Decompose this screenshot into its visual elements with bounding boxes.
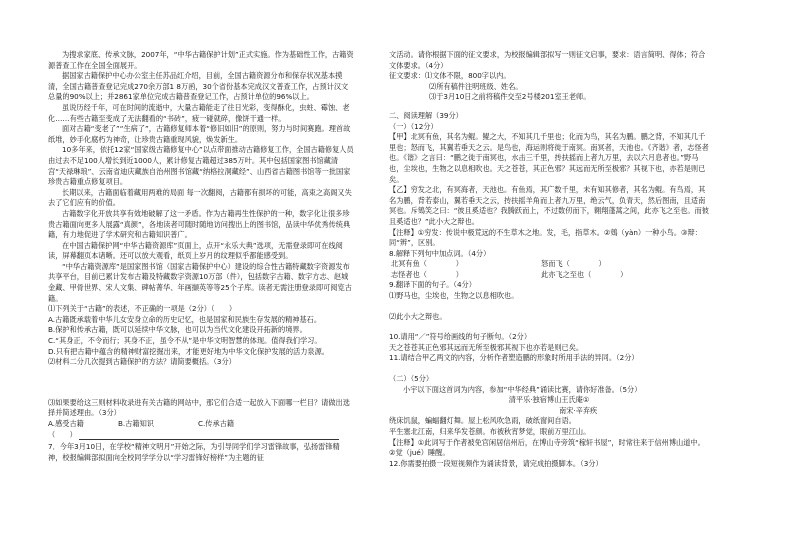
choice-a: A.感受古籍 bbox=[48, 419, 84, 428]
poem-line: 平生塞北江南，归来华发苍颜。布被秋宵梦觉，眼前万里江山。 bbox=[389, 427, 591, 436]
passage-paragraph: 据国家古籍保护中心办公室主任苏品红介绍，目前，全国古籍资源分布和保存状况基本摸清，全国古籍普查登记完成270余万部1 8万函，30个省份基本完成汉文普查工作，占预计汉文总量的90%以上；并2861家单位完成古籍普查登记工作，占预计单位的96%以上。 bbox=[48, 71, 349, 102]
poem-title: 清平乐·独宿博山王氏庵① bbox=[508, 395, 590, 405]
option-b: B.保护和传承古籍，既可以延续中华文脉，也可以为当代文化建设开拓新的境界。 bbox=[48, 325, 307, 335]
choice-c: C.传承古籍 bbox=[198, 419, 235, 428]
answer-paren: （ ） bbox=[48, 429, 77, 439]
option-d: D.只有把古籍中蕴含的精神财富挖掘出来，才能更好地为中华文化保护发展的活力泉源。 bbox=[48, 346, 329, 356]
q8-item: 北冥有鱼（ ） bbox=[391, 259, 463, 269]
q10-sentence: 天之苍苍其正色邪其远而无所至极邪其视下也亦若是则已矣。 bbox=[389, 342, 584, 352]
question-7: 7．今年3月10日，在学校“精神文明月”开始之际，为引导同学们学习雷锋故事，弘扬雷锋精神，校报编辑部拟面向全校同学学分以“学习雷锋好榜样”为主题的征 bbox=[48, 442, 340, 462]
question-2: ⑵材料二分几次提到古籍保护的方法？请简要概括。（3分） bbox=[48, 357, 236, 367]
poem-intro: 小宇以下面这首词为内容，参加“中华经典”诵读比赛，请你好准备。（5分） bbox=[403, 384, 642, 394]
passage-paragraph: 长期以来，古籍面临着藏用两难的局面 每一次翻阅，古籍都有损坏的可能，高束之高阁又失去了它们应有的价值。 bbox=[48, 187, 352, 208]
choice-b: B.古籍知识 bbox=[118, 419, 154, 428]
question-1: ⑴下列关于“古籍”的表述，不正确的一项是（2分）（ ） bbox=[48, 304, 237, 314]
annotation: 【注释】①穷发：传说中极荒远的不生草木之地。发，毛，指草木。②鴳（yàn）一种小鸟。③辩：同“辨”，区别。 bbox=[389, 227, 702, 248]
passage-paragraph: 面对古籍“变老了”“生病了”，古籍修复师本着“修旧如旧”的原则，努力与时间赛跑。理首故纸堆，妙手化腐朽为神奇，让珍贵古籍重现风貌，焕发新生。 bbox=[48, 124, 351, 144]
requirement: 征文要求：⑴文体不限，800字以内。 bbox=[389, 71, 511, 81]
question-8: 8.解释下列句中加点词。（4分） bbox=[389, 248, 491, 258]
passage-paragraph: “中华古籍资源库”是国家图书馆（国家古籍保护中心）建设的综合性古籍特藏数字资源发布共享平台，目前已累计发布古籍及特藏数字资源10万部（件），包括数字古籍、数字方志、赵城金藏、甲骨世界、宋人文集、碑帖菁华、年画撷英等等25个子库。读者无需注册登录即可阅览古籍。 bbox=[48, 261, 352, 303]
subsection-heading: （二）（5分） bbox=[389, 374, 434, 384]
answer-space bbox=[389, 302, 709, 312]
q8-item: 此亦飞之至也（ ） bbox=[541, 269, 628, 279]
answer-space bbox=[389, 322, 709, 332]
choice-row bbox=[48, 419, 354, 430]
passage-paragraph: 在中国古籍保护网“中华古籍资源库”页面上，点开“永乐大典”选项，无需登录即可在线阅读，屏幕翻页本诸晰。还可以放大观看，纸页上岁月的纹理似乎都能感受到。 bbox=[48, 240, 343, 261]
q9-sentence: ⑵此小大之辩也。 bbox=[389, 311, 447, 321]
q9-sentence: ⑴野马也，尘埃也，生物之以息相吹也。 bbox=[389, 291, 519, 301]
passage-jia: 【甲】北冥有鱼，其名为鲲。鲲之大，不知其几千里也；化而为鸟，其名为鹏。鹏之背，不知其几千里也；怒而飞，其翼若垂天之云。是鸟也，海运则将徙于南冥。南冥者，天池也。《齐谐》者，志怪者也。《谐》之言曰：“鹏之徙于南冥也，水击三千里，抟扶摇而上者九万里，去以六月息者也。”野马也，尘埃也，生物之以息相吹也。天之苍苍，其正色邪？其远而无所至极邪？其视下也，亦若是则已矣。 bbox=[389, 132, 709, 184]
q8-item: 怒而飞（ ） bbox=[541, 259, 606, 269]
question-10: 10.请用“／”符号给画线的句子断句。（2分） bbox=[389, 332, 532, 342]
q8-item: 志怪者也（ ） bbox=[391, 269, 463, 279]
option-c: C.“其身正，不令而行；其身不正，虽令不从”是中华文明智慧的体现。值得我们学习。 bbox=[48, 336, 322, 346]
right-column bbox=[389, 50, 709, 469]
question-9: 9.翻译下面的句子。（4分） bbox=[389, 280, 476, 290]
passage-yi: 【乙】穷发之北，有冥海者，天池也。有鱼焉，其广数千里，未有知其修者，其名为鲲。有鸟焉，其名为鹏，背若泰山，翼若垂天之云，抟扶摇羊角而上者九万里，绝云气，负青天，然后图南，且适南冥也。斥鴳笑之曰：“彼且奚适也？我腾跃而上，不过数仞而下，翱翔蓬蒿之间，此亦飞之至也。而彼且奚适也？”此小大之辩也。 bbox=[389, 185, 709, 226]
left-column bbox=[48, 50, 354, 463]
annotation: 【注释】①此词写于作者被免官闲居信州后，在博山寺旁筑“稼轩书屋”，时常往来于信州博山道中。②觉（jué）睡醒。 bbox=[389, 437, 705, 458]
answer-space bbox=[48, 368, 354, 398]
q8-row bbox=[389, 270, 709, 281]
option-a: A.古籍既承载着中华儿女安身立命的历史记忆，也是国家和民族生存发展的精神基石。 bbox=[48, 314, 322, 324]
passage-paragraph: 10多年来，依托12家“国家级古籍修复中心”以点带面推动古籍修复工作，全国古籍修复人员由过去不足100人增长到近1000人，累计修复古籍超过385万叶。其中包括国家图书馆藏清宫“天禄琳琅”、云南省迪庆藏族自治州图书馆藏“纳格拉洞藏经”、山西省古籍图书馆等一批国家珍贵古籍重点修复项目。 bbox=[48, 145, 354, 187]
poem-line: 绕床饥鼠，蝙蝠翻灯舞。屋上松风吹急雨，破纸窗间自语。 bbox=[389, 416, 576, 426]
passage-paragraph: 为搜求家底、传承文脉，2007年，“中华古籍保护计划”正式实施。作为基础性工作，古籍资源普查工作在全国全面展开。 bbox=[48, 50, 354, 70]
poem-author: 南宋·辛弃疾 bbox=[559, 405, 598, 415]
spacer bbox=[389, 103, 709, 111]
passage-paragraph: 古籍数字化开放共享有效地破解了这一矛盾。作为古籍再生性保护的一种，数字化让很多珍贵古籍面向更多人展露“真颜”，各地读者可随时随地访问搜出上的图书馆，品读中华优秀传统典籍，有力地促进了学术研究和古籍知识普广。 bbox=[48, 208, 351, 240]
question-3: ⑶如果要给这三则材料收录进有关古籍的网站中，那它们合适一起放入下面哪一栏目？请做出选择并简述理由。（3分） bbox=[48, 397, 350, 418]
passage-paragraph: 虽说历经千年，可在时间的流逝中，大量古籍能走了往日光彩，变得酥化，虫蛀、霉蚀、老化……有些古籍至变成了无法翻看的“书砖”，疲一碰就碎，像饼干通一样。 bbox=[48, 102, 350, 123]
section-heading: 二、阅读理解（39分） bbox=[389, 110, 463, 120]
question-11: 11.请结合甲乙两文的内容，分析作者塑造鹏的形象时所用手法的异同。（2分） bbox=[389, 353, 639, 363]
answer-line-row bbox=[48, 430, 354, 441]
question-12: 12.你需要拍摄一段短视频作为诵读背景，请完成拍摄脚本。（3分） bbox=[389, 458, 603, 468]
q8-row bbox=[389, 259, 709, 270]
requirement: ⑵所有稿件注明班级、姓名。 bbox=[429, 81, 523, 91]
answer-space bbox=[389, 364, 709, 374]
subsection-heading: （一）（12分） bbox=[389, 121, 438, 131]
requirement: ⑶于3月10日之前将稿件交至2号楼201室王老师。 bbox=[429, 92, 591, 102]
answer-line bbox=[79, 432, 339, 440]
question-7-cont: 文活动。请你根据下面的征文要求，为校报编辑部拟写一则征文启事，要求：语言简明、得体；符合文体要求。（4分） bbox=[389, 50, 706, 70]
